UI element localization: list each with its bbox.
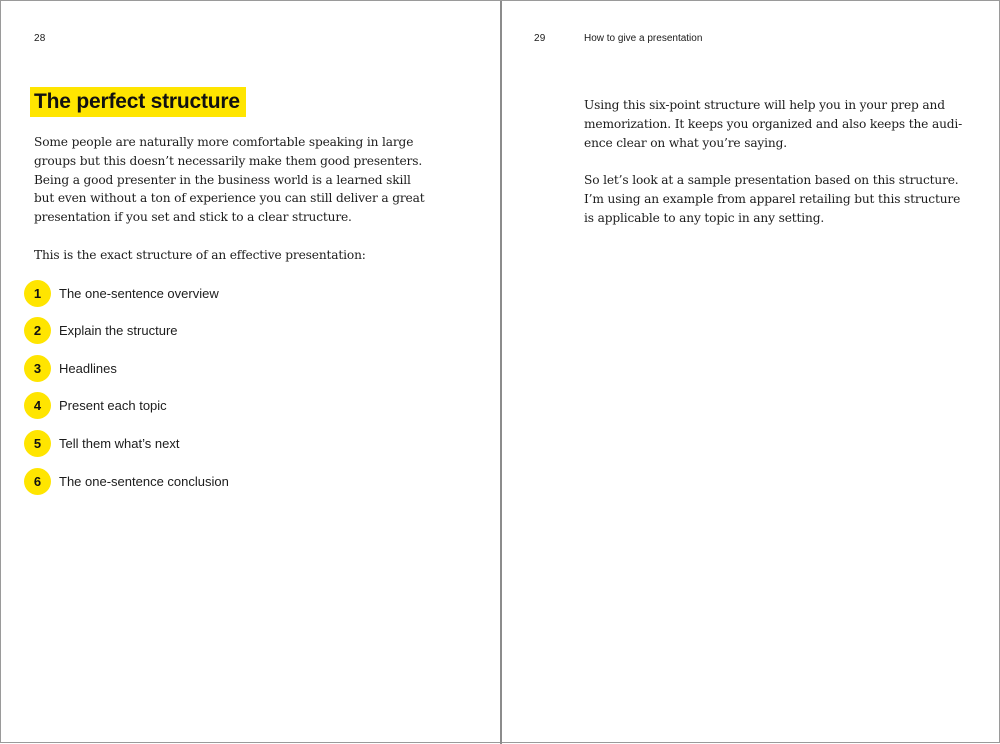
left-page xyxy=(1,1,500,744)
step-label: Explain the structure xyxy=(59,323,178,338)
intro-paragraph xyxy=(34,133,454,227)
step-label: The one-sentence conclusion xyxy=(59,474,229,489)
step-item xyxy=(24,280,219,307)
text-line: Being a good presenter in the business world is a learned skill xyxy=(34,172,411,187)
text-line: is applicable to any topic in any setting. xyxy=(584,210,825,225)
text-line: Some people are naturally more comfortable speaking in large xyxy=(34,135,414,149)
running-head: How to give a presentation xyxy=(584,33,703,44)
step-item xyxy=(24,317,178,344)
text-line: Using this six-point structure will help you in your prep and xyxy=(584,98,945,112)
step-label: Tell them what’s next xyxy=(59,436,180,451)
paragraph-sample-presentation xyxy=(584,171,984,227)
section-title: The perfect structure xyxy=(30,87,246,117)
step-label: Headlines xyxy=(59,361,117,376)
paragraph-six-point xyxy=(584,96,984,152)
step-label: Present each topic xyxy=(59,398,167,413)
text-line: but even without a ton of experience you can still deliver a great xyxy=(34,191,425,206)
step-number-badge: 2 xyxy=(24,317,51,344)
step-number-badge: 4 xyxy=(24,392,51,419)
step-number-badge: 5 xyxy=(24,430,51,457)
page-number: 29 xyxy=(534,33,546,44)
step-item xyxy=(24,468,229,495)
step-item xyxy=(24,355,117,382)
text-line: presentation if you set and stick to a clear structure. xyxy=(34,210,352,225)
step-number-badge: 6 xyxy=(24,468,51,495)
step-number-badge: 1 xyxy=(24,280,51,307)
text-line: So let’s look at a sample presentation based on this structure. xyxy=(584,173,959,187)
text-line: This is the exact structure of an effective presentation: xyxy=(34,248,366,262)
text-line: groups but this doesn’t necessarily make them good presenters. xyxy=(34,153,423,168)
step-item xyxy=(24,392,167,419)
step-label: The one-sentence overview xyxy=(59,286,219,301)
text-line: ence clear on what you’re saying. xyxy=(584,135,787,150)
step-number-badge: 3 xyxy=(24,355,51,382)
text-line: memorization. It keeps you organized and also keeps the audi- xyxy=(584,116,963,131)
lead-in-sentence xyxy=(34,246,454,265)
step-item xyxy=(24,430,179,457)
page-number: 28 xyxy=(34,33,46,44)
text-line: I’m using an example from apparel retailing but this structure xyxy=(584,191,961,206)
right-page xyxy=(502,1,1000,744)
